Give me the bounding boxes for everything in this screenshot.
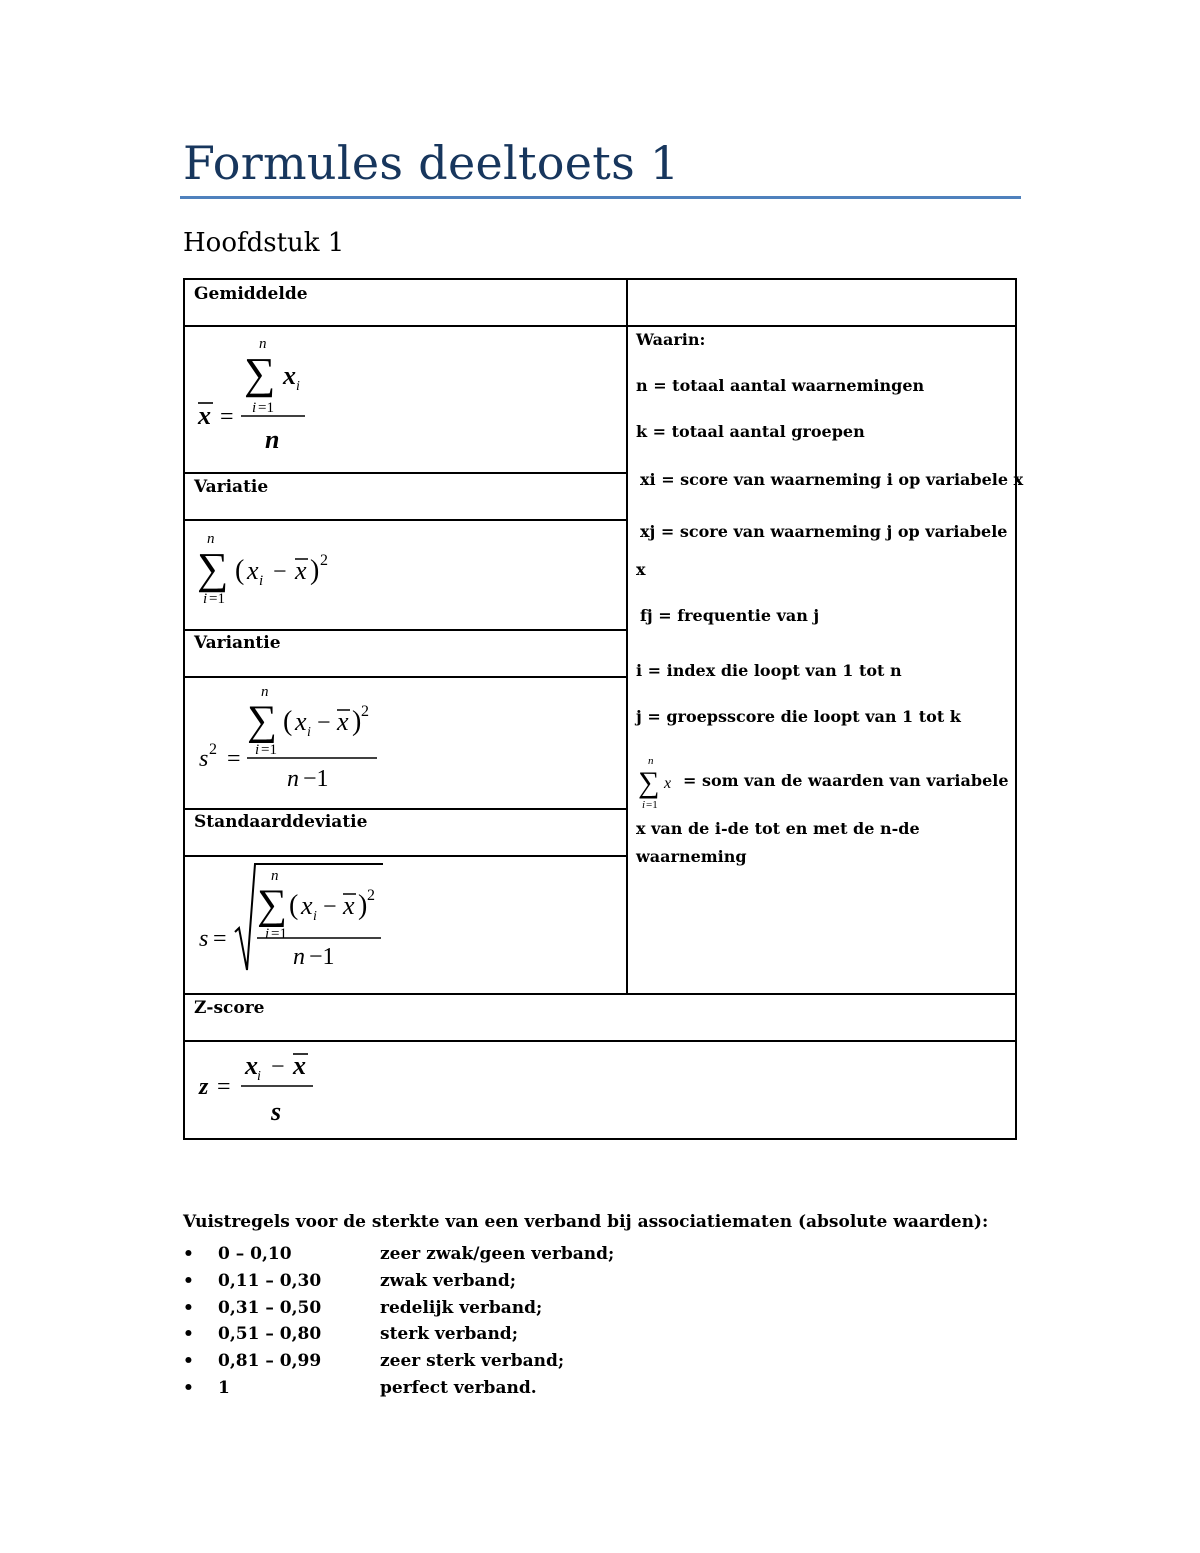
svg-text:x: x xyxy=(198,401,211,430)
def-fj: fj = frequentie van j xyxy=(640,606,820,625)
svg-text:x: x xyxy=(343,891,355,920)
def-xi: xi = score van waarneming i op variabele x xyxy=(640,470,1024,489)
svg-text:x: x xyxy=(301,891,313,920)
row-divider xyxy=(185,472,626,474)
label-sd: Standaarddeviatie xyxy=(194,812,368,832)
row-divider xyxy=(185,629,626,631)
svg-text:−: − xyxy=(317,710,331,736)
formula-table xyxy=(183,278,1024,1140)
svg-text:x: x xyxy=(295,556,307,585)
def-k: k = totaal aantal groepen xyxy=(636,422,865,441)
svg-text:): ) xyxy=(310,555,320,586)
svg-text:i: i xyxy=(257,1069,261,1084)
svg-text:i: i xyxy=(296,379,300,394)
svg-text:=1: =1 xyxy=(271,926,287,942)
row-divider xyxy=(185,855,626,857)
svg-text:x: x xyxy=(337,707,349,736)
svg-text:s: s xyxy=(271,1097,282,1126)
svg-text:): ) xyxy=(358,890,368,921)
def-sum-line2: x van de i-de tot en met de n-de xyxy=(636,819,920,838)
def-sum-line3: waarneming xyxy=(636,847,747,866)
svg-text:i: i xyxy=(259,573,264,589)
svg-text:n: n xyxy=(259,336,267,352)
row-divider xyxy=(185,676,626,678)
svg-text:i: i xyxy=(265,926,270,942)
svg-text:−: − xyxy=(271,1054,285,1080)
def-n: n = totaal aantal waarnemingen xyxy=(636,376,925,395)
row-divider xyxy=(185,519,626,521)
svg-text:i: i xyxy=(255,742,260,758)
svg-text:x: x xyxy=(295,707,307,736)
zscore-formula xyxy=(195,1044,335,1134)
svg-text:x: x xyxy=(664,775,672,792)
svg-text:=1: =1 xyxy=(258,400,274,416)
rules-heading: Vuistregels voor de sterkte van een verband bij associatiematen (absolute waarden): xyxy=(183,1212,989,1232)
svg-text:n: n xyxy=(287,766,299,792)
svg-text:2: 2 xyxy=(361,703,369,720)
svg-text:(: ( xyxy=(289,890,299,921)
svg-text:∑: ∑ xyxy=(247,698,277,744)
svg-text:n: n xyxy=(648,755,654,767)
svg-text:∑: ∑ xyxy=(638,766,660,799)
label-zscore: Z-score xyxy=(194,998,265,1018)
variance-formula xyxy=(195,682,385,792)
sd-formula xyxy=(195,860,395,975)
svg-text:−1: −1 xyxy=(309,944,335,970)
def-xj-line1: xj = score van waarneming j op variabele xyxy=(640,522,1008,541)
svg-text:=1: =1 xyxy=(209,591,225,607)
svg-text:i: i xyxy=(307,725,311,740)
def-i: i = index die loopt van 1 tot n xyxy=(636,661,902,680)
row-divider xyxy=(185,325,1015,327)
svg-text:x: x xyxy=(293,1051,306,1080)
where-heading: Waarin: xyxy=(636,330,706,349)
svg-text:n: n xyxy=(261,684,269,700)
svg-text:∑: ∑ xyxy=(257,882,287,928)
svg-text:=: = xyxy=(220,404,234,430)
row-divider xyxy=(185,993,1015,995)
svg-text:x: x xyxy=(283,361,296,390)
def-xj-line2: x xyxy=(636,560,646,579)
svg-text:x: x xyxy=(245,1051,258,1080)
svg-text:n: n xyxy=(293,944,305,970)
svg-text:=1: =1 xyxy=(646,799,658,810)
svg-text:=: = xyxy=(217,1074,231,1100)
svg-text:i: i xyxy=(642,799,646,810)
svg-text:−: − xyxy=(323,894,337,920)
svg-text:2: 2 xyxy=(367,887,375,904)
svg-text:(: ( xyxy=(235,555,245,586)
row-divider xyxy=(185,1040,1015,1042)
label-mean: Gemiddelde xyxy=(194,284,308,304)
mean-formula xyxy=(195,332,335,456)
column-divider xyxy=(626,280,628,994)
svg-text:−: − xyxy=(273,559,287,585)
title-underline xyxy=(180,196,1021,199)
svg-text:i: i xyxy=(252,400,257,416)
svg-text:x: x xyxy=(247,556,259,585)
svg-text:n: n xyxy=(271,868,279,884)
svg-text:∑: ∑ xyxy=(244,349,276,398)
svg-text:2: 2 xyxy=(209,741,217,758)
svg-text:=1: =1 xyxy=(261,742,277,758)
svg-text:n: n xyxy=(265,425,280,454)
svg-text:s: s xyxy=(199,926,209,952)
svg-text:i: i xyxy=(313,909,317,924)
svg-text:i: i xyxy=(203,591,208,607)
svg-text:(: ( xyxy=(283,706,293,737)
svg-text:=: = xyxy=(227,746,241,772)
svg-text:−1: −1 xyxy=(303,766,329,792)
def-sum-line1: = som van de waarden van variabele xyxy=(683,771,1009,790)
page-title: Formules deeltoets 1 xyxy=(183,136,680,190)
variation-formula xyxy=(195,527,355,607)
svg-text:z: z xyxy=(199,1074,209,1100)
label-variation: Variatie xyxy=(194,477,269,497)
svg-text:n: n xyxy=(207,531,215,547)
svg-text:2: 2 xyxy=(320,552,328,569)
svg-text:=: = xyxy=(213,926,227,952)
sum-symbol xyxy=(636,754,672,810)
svg-text:s: s xyxy=(199,746,209,772)
def-j: j = groepsscore die loopt van 1 tot k xyxy=(636,707,961,726)
svg-text:): ) xyxy=(352,706,362,737)
svg-text:∑: ∑ xyxy=(197,544,229,593)
row-divider xyxy=(185,808,626,810)
label-variance: Variantie xyxy=(194,633,281,653)
chapter-heading: Hoofdstuk 1 xyxy=(183,228,345,258)
